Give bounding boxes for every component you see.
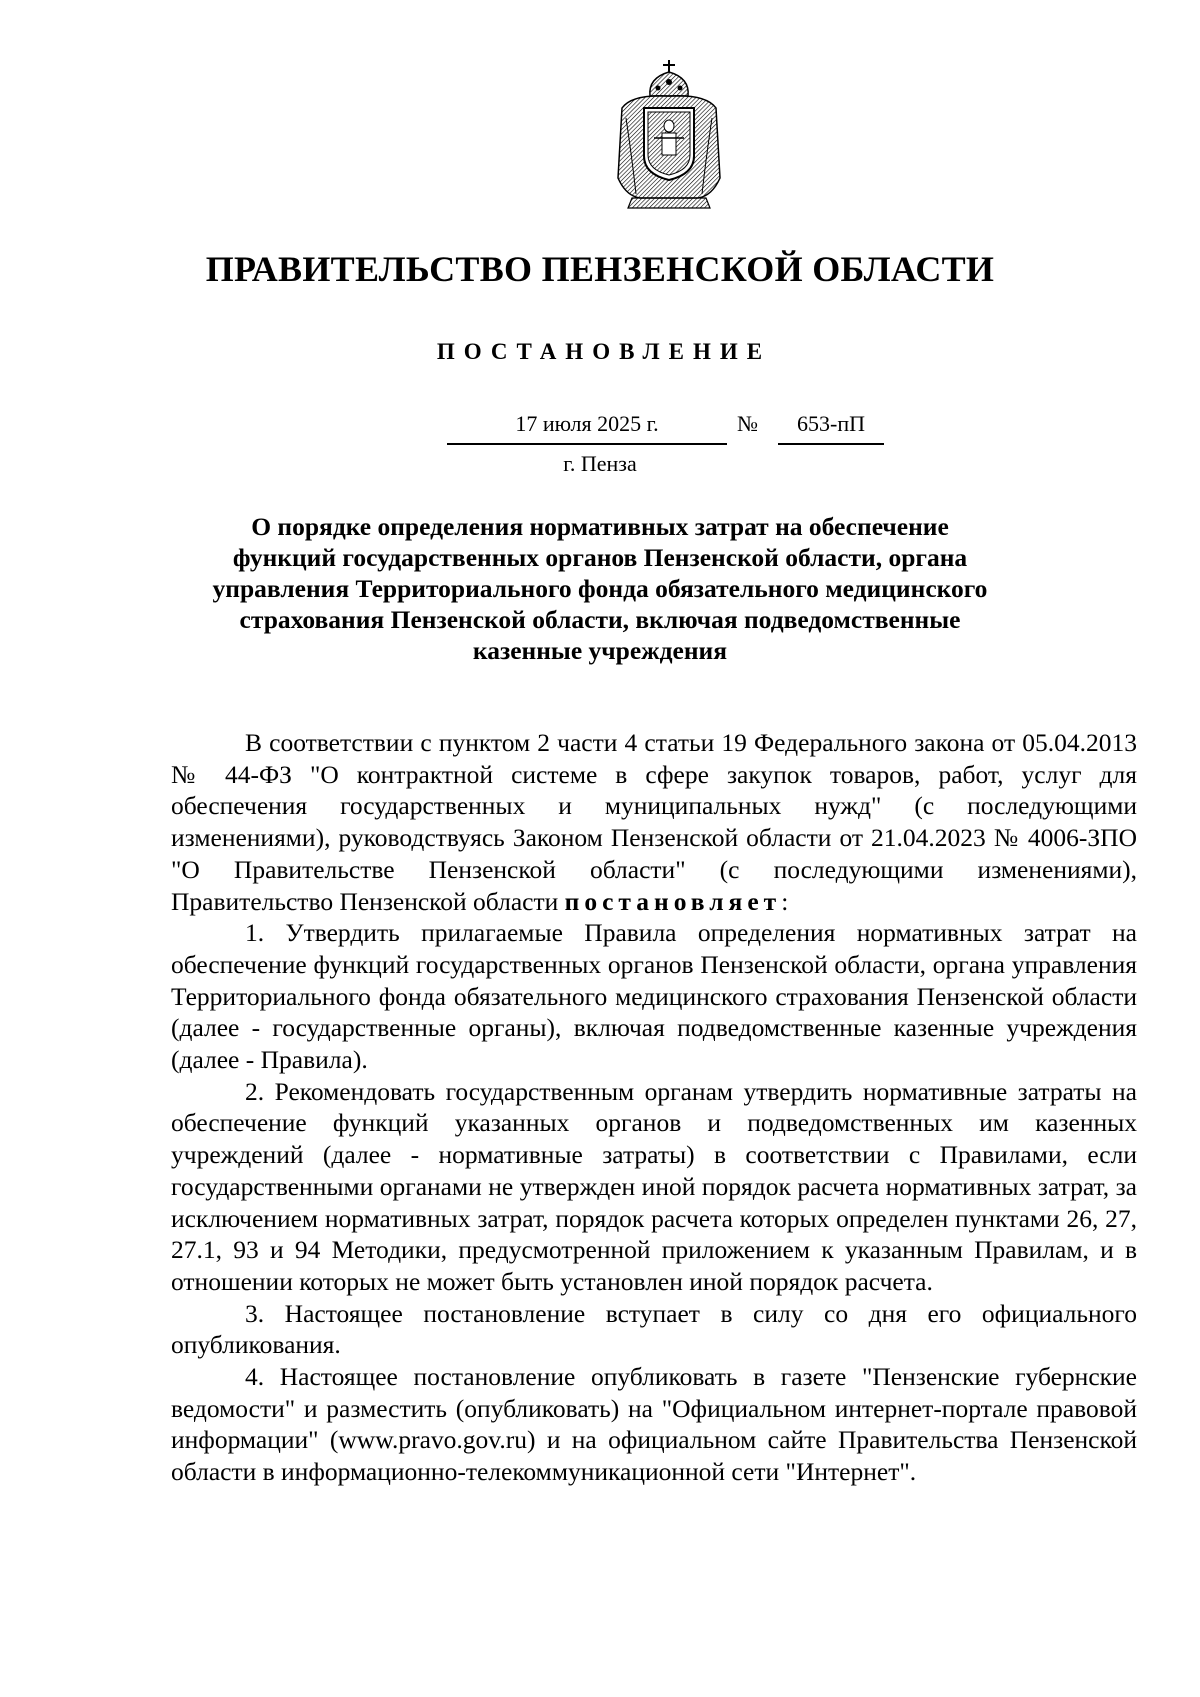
item-paragraph-3: 3. Настоящее постановление вступает в силу со дня его официального опубликования. — [171, 1298, 1137, 1360]
document-body — [171, 727, 1137, 1488]
resolves-word: постановляет — [564, 886, 782, 916]
item-paragraph-1: 1. Утвердить прилагаемые Правила определения нормативных затрат на обеспечение функций государственных органов Пензенской области, органа управления Территориального фонда обязательного медицинского страхования Пензенской области (далее - государственные органы), включая подведомственные казенные учреждения (далее - Правила). — [171, 918, 1137, 1075]
subject-line: казенные учреждения — [472, 636, 728, 665]
number-sign: № — [737, 411, 758, 436]
document-date: 17 июля 2025 г. — [447, 412, 727, 445]
government-name: ПРАВИТЕЛЬСТВО ПЕНЗЕНСКОЙ ОБЛАСТИ — [205, 249, 995, 289]
subject-line: страхования Пензенской области, включая подведомственные — [239, 605, 961, 634]
document-city: г. Пенза — [563, 451, 637, 476]
document-subject — [150, 511, 1050, 666]
preamble-text: В соответствии с пунктом 2 части 4 статьи 19 Федерального закона от 05.04.2013 № 44-ФЗ "О контрактной системе в сфере закупок товаров, работ, услуг для обеспечения государственных и муниципальных нужд" (с последующими изменениями), руководствуясь Законом Пензенской области от 21.04.2023 № 4006-ЗПО "О Правительстве Пензенской области" (с последующими изменениями), Правительство Пензенской области — [171, 728, 1137, 916]
document-type: ПОСТАНОВЛЕНИЕ — [436, 339, 772, 364]
subject-line: управления Территориального фонда обязательного медицинского — [212, 574, 988, 603]
item-paragraph-4: 4. Настоящее постановление опубликовать в газете "Пензенские губернские ведомости" и разместить (опубликовать) на "Официальном интернет-портале правовой информации" (www.pravo.gov.ru) и на официальном сайте Правительства Пензенской области в информационно-телекоммуникационной сети "Интернет". — [171, 1362, 1137, 1487]
subject-line: функций государственных органов Пензенской области, органа — [232, 543, 968, 572]
subject-line: О порядке определения нормативных затрат на обеспечение — [251, 512, 949, 541]
preamble-paragraph — [171, 727, 1137, 917]
resolves-colon: : — [781, 886, 789, 916]
item-paragraph-2: 2. Рекомендовать государственным органам утвердить нормативные затраты на обеспечение функций указанных органов и подведомственных им казенных учреждений (далее - нормативные затраты) в соответствии с Правилами, если государственными органами не утвержден иной порядок расчета нормативных затрат, за исключением нормативных затрат, порядок расчета которых определен пунктами 26, 27, 27.1, 93 и 94 Методики, предусмотренной приложением к указанным Правилам, и в отношении которых не может быть установлен иной порядок расчета. — [171, 1076, 1137, 1296]
document-number: 653-пП — [778, 412, 884, 445]
coat-of-arms-icon — [612, 58, 726, 210]
